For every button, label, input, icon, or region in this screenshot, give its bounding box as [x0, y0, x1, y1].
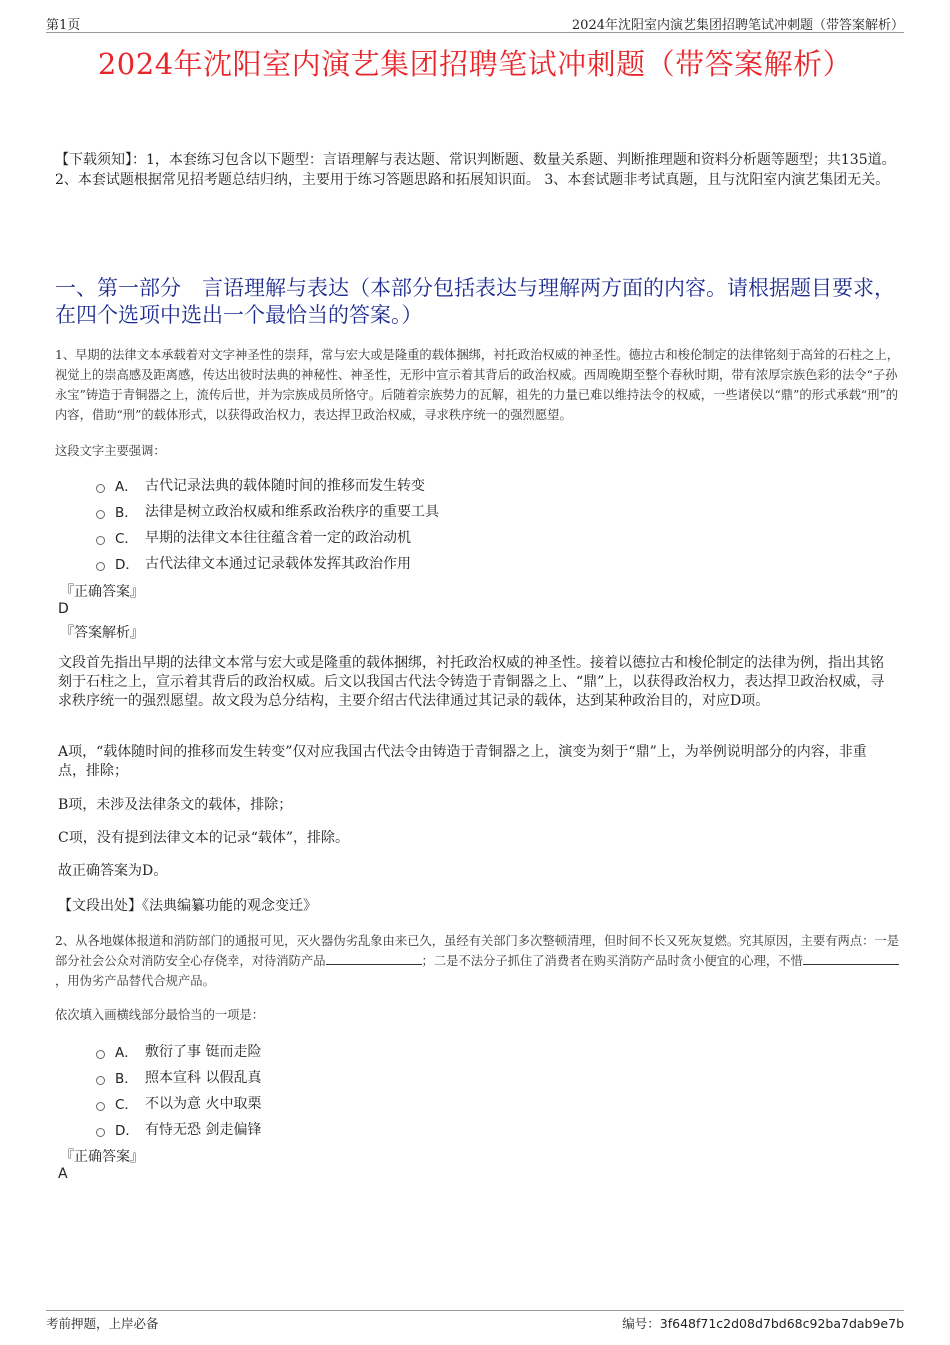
- question-2-options: [96, 1038, 896, 1142]
- radio-button[interactable]: [96, 536, 105, 545]
- option-d[interactable]: D． 古代法律文本通过记录载体发挥其政治作用: [96, 550, 896, 576]
- option-c[interactable]: C． 早期的法律文本往往蕴含着一定的政治动机: [96, 524, 896, 550]
- radio-button[interactable]: [96, 1128, 105, 1137]
- analysis-paragraph: A项，“载体随时间的推移而发生转变”仅对应我国古代法令由铸造于青铜器之上，演变为刻于“鼎”上，为举例说明部分的内容，非重点，排除；: [58, 744, 867, 779]
- question-1-prompt: 这段文字主要强调：: [55, 444, 166, 458]
- footer-divider: [46, 1310, 904, 1311]
- radio-button[interactable]: [96, 562, 105, 571]
- option-a[interactable]: A． 古代记录法典的载体随时间的推移而发生转变: [96, 472, 896, 498]
- radio-button[interactable]: [96, 510, 105, 519]
- radio-button[interactable]: [96, 1050, 105, 1059]
- analysis-label: 『答案解析』: [60, 625, 144, 641]
- option-a[interactable]: A． 敷衍了事 铤而走险: [96, 1038, 896, 1064]
- download-notice: 【下载须知】：1，本套练习包含以下题型：言语理解与表达题、常识判断题、数量关系题、判断推理题和资料分析题等题型；共135道。 2、本套试题根据常见招考题总结归纳，主要用于练习答题思路和拓展知识面。 3、本套试题非考试真题，且与沈阳室内演艺集团无关。: [55, 152, 896, 188]
- answer-label: 『正确答案』: [60, 1149, 144, 1165]
- question-2-prompt: 依次填入画横线部分最恰当的一项是：: [55, 1008, 265, 1022]
- option-b[interactable]: B． 法律是树立政治权威和维系政治秩序的重要工具: [96, 498, 896, 524]
- header-divider: [46, 32, 904, 33]
- option-b[interactable]: B． 照本宣科 以假乱真: [96, 1064, 896, 1090]
- option-c[interactable]: C． 不以为意 火中取栗: [96, 1090, 896, 1116]
- header-doc-title: 2024年沈阳室内演艺集团招聘笔试冲刺题（带答案解析）: [571, 18, 904, 33]
- radio-button[interactable]: [96, 484, 105, 493]
- option-d[interactable]: D． 有恃无恐 剑走偏锋: [96, 1116, 896, 1142]
- question-1-options: [96, 472, 896, 576]
- footer-code: 编号：3f648f71c2d08d7bd68c92ba7dab9e7b: [622, 1316, 904, 1331]
- question-2-text: 2、从各地媒体报道和消防部门的通报可见，灭火器伪劣乱象由来已久，虽经有关部门多次整顿清理，但时间不长又死灰复燃。究其原因，主要有两点：一是部分社会公众对消防安全心存侥幸，对待消防产品 ；二是不法分子抓住了消费者在购买消防产品时贪小便宜的心理，不惜，用伪劣产品替代合规产品。: [55, 934, 900, 988]
- radio-button[interactable]: [96, 1076, 105, 1085]
- answer-value: D: [58, 601, 69, 617]
- section-heading: 一、第一部分 言语理解与表达（本部分包括表达与理解两方面的内容。请根据题目要求，在四个选项中选出一个最恰当的答案。）: [55, 276, 895, 327]
- footer-slogan: 考前押题，上岸必备: [46, 1316, 159, 1331]
- answer-label: 『正确答案』: [60, 584, 144, 600]
- answer-value: A: [58, 1166, 68, 1182]
- page-title: 2024年沈阳室内演艺集团招聘笔试冲刺题（带答案解析）: [97, 47, 853, 81]
- radio-button[interactable]: [96, 1102, 105, 1111]
- question-1-text: 1、早期的法律文本承载着对文字神圣性的崇拜，常与宏大或是隆重的载体捆绑，衬托政治权威的神圣性。德拉古和梭伦制定的法律铭刻于高耸的石柱之上，视觉上的崇高感及距离感，传达出彼时法典的神秘性、神圣性，无形中宣示着其背后的政治权威。西周晚期至整个春秋时期，带有浓厚宗族色彩的法令“子孙永宝”铸造于青铜器之上，流传后世，并为宗族成员所恪守。后随着宗族势力的瓦解，祖先的力量已难以维持法令的权威，一些诸侯以“鼎”的形式承载“刑”的内容，借助“刑”的载体形式，以获得政治权力，表达捍卫政治权威，寻求秩序统一的强烈愿望。: [55, 348, 900, 422]
- analysis-paragraph: C项，没有提到法律文本的记录“载体”，排除。: [58, 830, 350, 846]
- analysis-paragraph: 故正确答案为D。: [58, 863, 168, 879]
- analysis-paragraph: 文段首先指出早期的法律文本常与宏大或是隆重的载体捆绑，衬托政治权威的神圣性。接着以德拉古和梭伦制定的法律为例，指出其铭刻于石柱之上，宣示着其背后的政治权威。后文以我国古代法令铸造于青铜器之上、“鼎”上，以获得政治权力，表达捍卫政治权威，寻求秩序统一的强烈愿望。故文段为总分结构，主要介绍古代法律通过其记录的载体，达到某种政治目的，对应D项。: [58, 655, 885, 709]
- fill-blank: [326, 952, 422, 965]
- analysis-paragraph: B项，未涉及法律条文的载体，排除；: [58, 797, 293, 813]
- source-line: 【文段出处】《法典编纂功能的观念变迁》: [58, 898, 317, 914]
- page-number: 第1页: [46, 18, 81, 33]
- fill-blank: [803, 952, 899, 965]
